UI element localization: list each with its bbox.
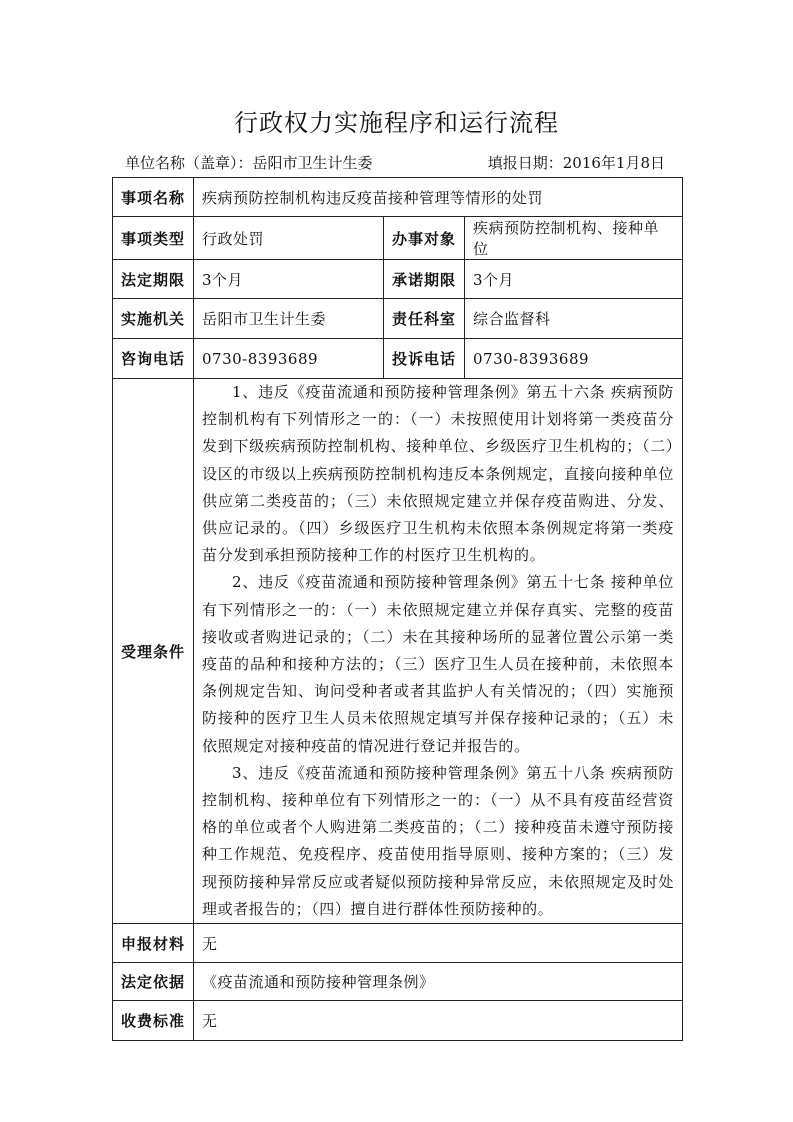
basis-value: 《疫苗流通和预防接种管理条例》 [194, 963, 683, 1001]
row-period [113, 260, 683, 299]
process-table [112, 177, 683, 1041]
promise-period-value: 3个月 [465, 260, 683, 299]
agency-label: 实施机关 [113, 299, 194, 339]
office-label: 责任科室 [384, 299, 465, 339]
fill-date: 填报日期：2016年1月8日 [487, 154, 665, 172]
materials-value: 无 [194, 924, 683, 963]
promise-period-label: 承诺期限 [384, 260, 465, 299]
fee-value: 无 [194, 1001, 683, 1041]
condition-paragraph-3: 3、违反《疫苗流通和预防接种管理条例》第五十八条 疾病预防控制机构、接种单位有下列情形之一的：（一）从不具有疫苗经营资格的单位或者个人购进第二类疫苗的；（二）接种疫苗未遵守预防接种工作规范、免疫程序、疫苗使用指导原则、接种方案的；（三）发现预防接种异常反应或者疑似预防接种异常反应，未依照规定及时处理或者报告的；（四）擅自进行群体性预防接种的。 [202, 763, 675, 918]
row-item-type [113, 217, 683, 260]
row-materials [113, 924, 683, 963]
target-label: 办事对象 [384, 217, 465, 260]
legal-period-value: 3个月 [194, 260, 384, 299]
fee-label: 收费标准 [113, 1001, 194, 1041]
item-type-label: 事项类型 [113, 217, 194, 260]
unit-name: 单位名称（盖章）：岳阳市卫生计生委 [125, 154, 373, 172]
condition-paragraph-1: 1、违反《疫苗流通和预防接种管理条例》第五十六条 疾病预防控制机构有下列情形之一的：（一）未按照使用计划将第一类疫苗分发到下级疾病预防控制机构、接种单位、乡级医疗卫生机构的；（二）设区的市级以上疾病预防控制机构违反本条例规定，直接向接种单位供应第二类疫苗的；（三）未依照规定建立并保存疫苗购进、分发、供应记录的。（四）乡级医疗卫生机构未依照本条例规定将第一类疫苗分发到承担预防接种工作的村医疗卫生机构的。 [202, 383, 675, 565]
condition-paragraph-2: 2、违反《疫苗流通和预防接种管理条例》第五十七条 接种单位有下列情形之一的：（一）未依照规定建立并保存真实、完整的疫苗接收或者购进记录的；（二）未在其接种场所的显著位置公示第一类疫苗的品种和接种方法的；（三）医疗卫生人员在接种前，未依照本条例规定告知、询问受种者或者其监护人有关情况的；（四）实施预防接种的医疗卫生人员未依照规定填写并保存接种记录的；（五）未依照规定对接种疫苗的情况进行登记并报告的。 [202, 573, 675, 755]
row-fee [113, 1001, 683, 1041]
item-name-value: 疾病预防控制机构违反疫苗接种管理等情形的处罚 [194, 178, 683, 217]
row-basis [113, 963, 683, 1001]
item-type-value: 行政处罚 [194, 217, 384, 260]
materials-label: 申报材料 [113, 924, 194, 963]
consult-phone-value: 0730-8393689 [194, 339, 384, 379]
conditions-label: 受理条件 [113, 379, 194, 924]
office-value: 综合监督科 [465, 299, 683, 339]
complaint-phone-value: 0730-8393689 [465, 339, 683, 379]
complaint-phone-label: 投诉电话 [384, 339, 465, 379]
target-value: 疾病预防控制机构、接种单位 [465, 217, 683, 260]
agency-value: 岳阳市卫生计生委 [194, 299, 384, 339]
consult-phone-label: 咨询电话 [113, 339, 194, 379]
document-meta [125, 152, 665, 174]
basis-label: 法定依据 [113, 963, 194, 1001]
row-item-name [113, 178, 683, 217]
row-conditions [113, 379, 683, 924]
document-title: 行政权力实施程序和运行流程 [234, 109, 559, 137]
item-name-label: 事项名称 [113, 178, 194, 217]
legal-period-label: 法定期限 [113, 260, 194, 299]
row-phone [113, 339, 683, 379]
row-agency [113, 299, 683, 339]
conditions-cell [194, 379, 683, 924]
